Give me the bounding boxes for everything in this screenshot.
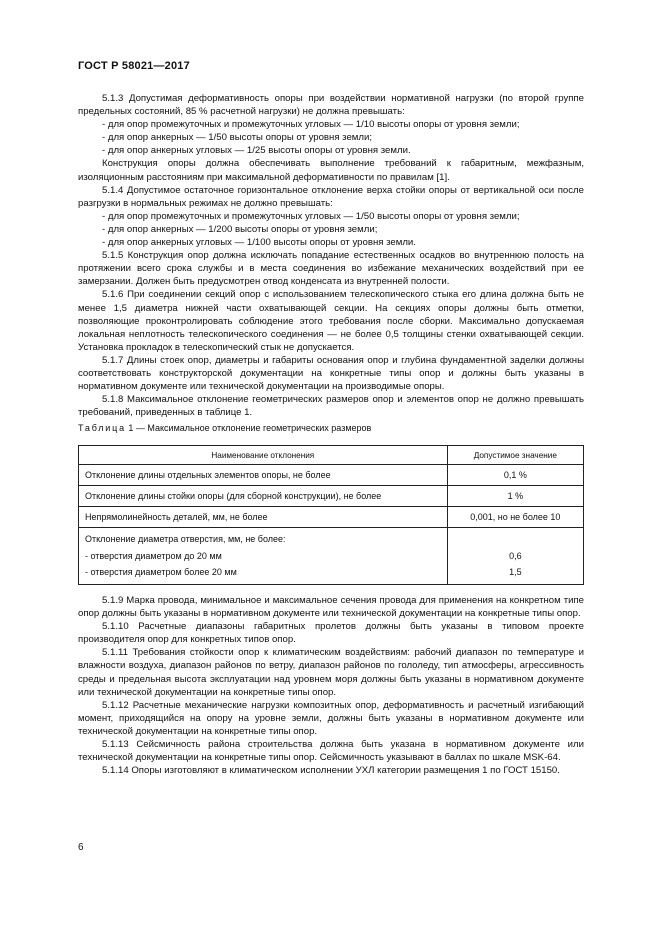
table-cell-subitem: - отверстия диаметром до 20 мм (85, 550, 222, 561)
table-row (79, 528, 584, 585)
column-header-value: Допустимое значение (447, 446, 583, 465)
paragraph: 5.1.8 Максимальное отклонение геометрических размеров опор и элементов опор не должно превышать требований, приведенных в таблице 1. (78, 394, 584, 419)
list-item: - для опор промежуточных и промежуточных угловых — 1/10 высоты опоры от уровня земли; (102, 119, 520, 131)
paragraph: 5.1.11 Требования стойкости опор к климатическим воздействиям: рабочий диапазон по температуре и влажности воздуха, диапазон районов по ветру, диапазон районов по гололеду, тип атмосферы, агрессивность среды и предельная высота эксплуатации над уровнем моря должны быть указаны в нормативном документе или технической документации на конкретные типы опор. (78, 647, 584, 698)
table-row (79, 507, 584, 528)
list-item: - для опор анкерных угловых — 1/100 высоты опоры от уровня земли. (102, 237, 416, 249)
document-header: ГОСТ Р 58021—2017 (78, 60, 190, 72)
paragraph: 5.1.6 При соединении секций опор с использованием телескопического стыка его длина должна быть не менее 1,5 диаметра нижней части охватывающей секции. На секциях опоры должны быть отметки, позволяющие проконтролировать соблюдение этого требования после сборки. Максимально допускаемая локальная неплотность телескопического соединения — не более 0,5 толщины стенки охватывающей секции. Установка прокладок в телескопический стык не допускается. (78, 289, 584, 353)
paragraph: 5.1.13 Сейсмичность района строительства должна быть указана в нормативном документе или технической документации на конкретные типы опор. Сейсмичность указывают в баллах по шкале MSK-64. (78, 738, 584, 764)
table-cell-value (447, 528, 583, 585)
page-number: 6 (78, 842, 84, 853)
table-cell-name: Отклонение длины отдельных элементов опоры, не более (79, 465, 448, 486)
table-caption (78, 422, 584, 435)
paragraph: 5.1.14 Опоры изготовляют в климатическом исполнении УХЛ категории размещения 1 по ГОСТ 15150. (102, 765, 560, 777)
table-cell-value: 0,001, но не более 10 (447, 507, 583, 528)
table-cell-value: 1 % (447, 486, 583, 507)
table-caption-text: 1 — Максимальное отклонение геометрических размеров (125, 423, 372, 434)
table-cell-name (79, 528, 448, 585)
table-header-row (79, 446, 584, 465)
table-cell-value: 0,1 % (447, 465, 583, 486)
table-caption-label: Таблица (78, 423, 126, 434)
table-cell-name: Отклонение длины стойки опоры (для сборной конструкции), не более (79, 486, 448, 507)
paragraph: 5.1.3 Допустимая деформативность опоры при воздействии нормативной нагрузки (по второй группе предельных состояний, 85 % расчетной нагрузки) не должна превышать: (78, 93, 584, 118)
table-cell-subvalue: 1,5 (509, 567, 522, 578)
list-item: - для опор анкерных — 1/200 высоты опоры от уровня земли; (102, 223, 378, 235)
clauses-5-1-9-to-5-1-14 (78, 594, 584, 777)
list-item: - для опор анкерных угловых — 1/25 высоты опоры от уровня земли. (102, 145, 411, 157)
paragraph: Конструкция опоры должна обеспечивать выполнение требований к габаритным, межфазным, изоляционным расстояниям при максимальной деформативности по правилам [1]. (78, 158, 584, 183)
table-cell-title: Отклонение диаметра отверстия, мм, не более: (85, 534, 286, 545)
paragraph: 5.1.9 Марка провода, минимальное и максимальное сечения провода для применения на конкретном типе опор должны быть указаны в нормативном документе или технической документации на конкретные типы опор. (78, 594, 584, 620)
paragraph: 5.1.7 Длины стоек опор, диаметры и габариты основания опор и глубина фундаментной заделки должны соответствовать конструкторской документации на конкретные типы опор и должны быть указаны в нормативном документе или технической документации на производимые опоры. (78, 354, 584, 393)
column-header-name: Наименование отклонения (79, 446, 448, 465)
document-body (78, 92, 584, 777)
paragraph: 5.1.4 Допустимое остаточное горизонтальное отклонение верха стойки опоры от вертикальной оси после разгрузки в нормальных режимах не должно превышать: (78, 184, 584, 209)
clauses-5-1-3-to-5-1-8 (78, 92, 584, 419)
list-item: - для опор промежуточных и промежуточных угловых — 1/50 высоты опоры от уровня земли; (102, 210, 520, 222)
table-cell-subvalue: 0,6 (509, 550, 522, 561)
paragraph: 5.1.5 Конструкция опор должна исключать попадание естественных осадков во внутреннюю полость на протяжении всего срока службы и в места соединения во избежание механических воздействий при ее замерзании. Должен быть предусмотрен отвод конденсата из внутренней полости. (78, 250, 584, 288)
table-cell-subitem: - отверстия диаметром более 20 мм (85, 567, 237, 578)
table-row (79, 486, 584, 507)
table-cell-spacer (454, 531, 577, 548)
list-item: - для опор анкерных — 1/50 высоты опоры от уровня земли; (102, 132, 373, 144)
paragraph: 5.1.10 Расчетные диапазоны габаритных пролетов должны быть указаны в типовом проекте производителя опор для конкретных типов опор. (78, 621, 584, 646)
deviation-table (78, 445, 584, 585)
table-row (79, 465, 584, 486)
paragraph: 5.1.12 Расчетные механические нагрузки композитных опор, деформативность и расчетный изгибающий момент, приходящийся на опору на уровне земли, должны быть указаны в нормативном документе или технической документации на конкретные типы опор. (78, 699, 584, 737)
table-cell-name: Непрямолинейность деталей, мм, не более (79, 507, 448, 528)
